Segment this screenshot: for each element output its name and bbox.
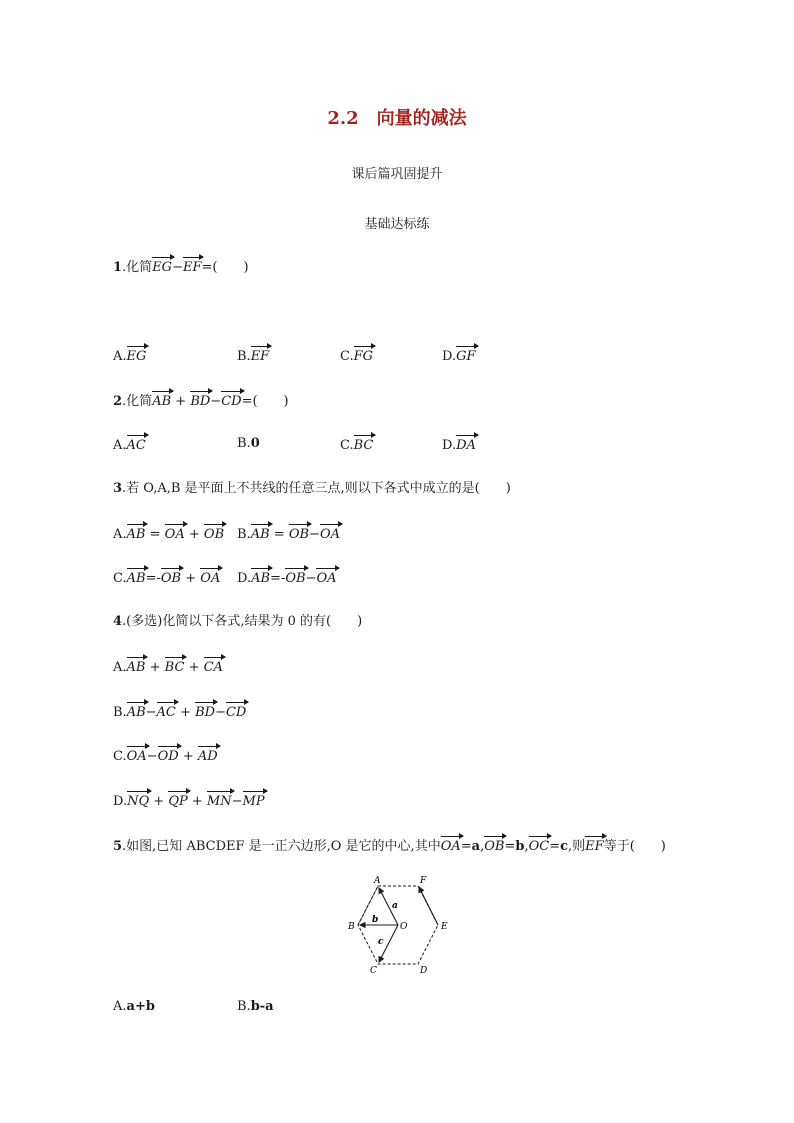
question-2-option-a[interactable]: A.AC (113, 435, 146, 455)
label-b: B (348, 922, 355, 932)
question-2-option-d[interactable]: D.DA (442, 435, 476, 455)
section-heading: 基础达标练 (364, 217, 430, 232)
question-5-option-b[interactable]: B.b-a (237, 999, 274, 1014)
question-4-option-c[interactable]: C.OA−OD + AD (113, 746, 218, 766)
question-1-option-b[interactable]: B.EF (237, 346, 269, 366)
question-3-stem: 3.若 O,A,B 是平面上不共线的任意三点,则以下各式中成立的是( ) (113, 481, 511, 496)
question-3-option-b[interactable]: B.AB = OB−OA (237, 524, 340, 544)
question-1-stem: 1.化简EG−EF=( ) (113, 257, 249, 277)
label-c: C (370, 966, 377, 976)
question-3-option-d[interactable]: D.AB=-OB−OA (237, 568, 337, 588)
question-3-option-a[interactable]: A.AB = OA + OB (113, 524, 224, 544)
question-4-option-b[interactable]: B.AB−AC + BD−CD (113, 702, 246, 722)
question-4-stem: 4.(多选)化简以下各式,结果为 0 的有( ) (113, 614, 363, 629)
question-2-option-c[interactable]: C.BC (340, 435, 373, 455)
page-subtitle: 课后篇巩固提升 (351, 167, 443, 182)
label-f: F (420, 876, 427, 886)
label-e: E (441, 922, 448, 932)
question-2-stem: 2.化简AB + BD−CD=( ) (113, 391, 289, 411)
question-3-option-c[interactable]: C.AB=-OB + OA (113, 568, 220, 588)
label-vec-c: c (378, 937, 384, 947)
question-2-option-b[interactable]: B.0 (237, 436, 260, 451)
label-a: A (374, 876, 381, 886)
question-1-option-a[interactable]: A.EG (113, 346, 146, 366)
question-1-option-d[interactable]: D.GF (442, 346, 476, 366)
question-1-option-c[interactable]: C.FG (340, 346, 373, 366)
question-4-option-d[interactable]: D.NQ + QP + MN−MP (113, 791, 265, 811)
question-5-option-a[interactable]: A.a+b (113, 999, 155, 1014)
page-title: 2.2 向量的减法 (327, 108, 467, 129)
label-d: D (420, 966, 428, 976)
question-5-stem: 5.如图,已知 ABCDEF 是一正六边形,O 是它的中心,其中OA=a,OB=b,OC=c,则EF等于( ) (113, 836, 666, 856)
label-vec-a: a (392, 901, 398, 911)
vector-ef-line (419, 887, 438, 925)
label-o: O (400, 922, 408, 932)
question-4-option-a[interactable]: A.AB + BC + CA (113, 657, 223, 677)
label-vec-b: b (372, 915, 379, 925)
hexagon-figure (340, 872, 460, 980)
